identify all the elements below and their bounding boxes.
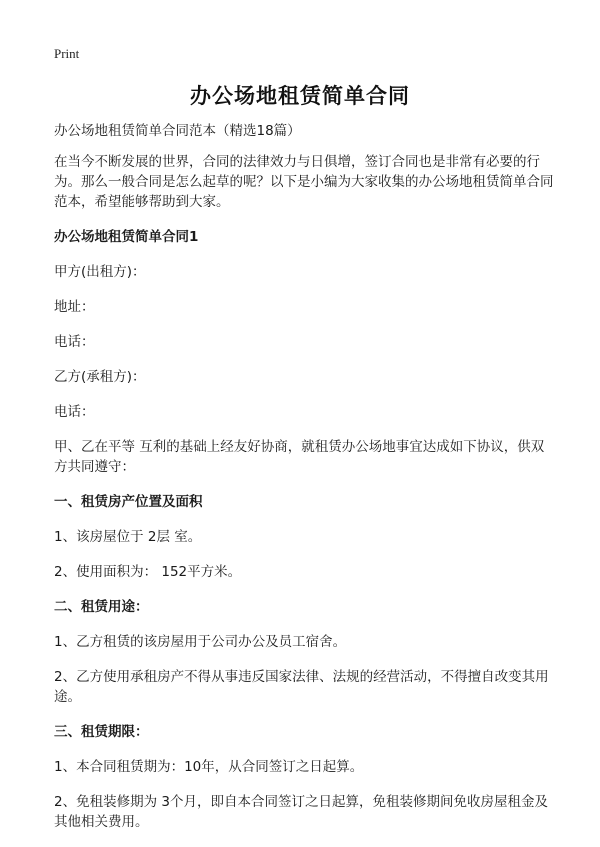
phone-a-field: 电话： <box>54 334 95 350</box>
section-1-item-2: 2、使用面积为： 152平方米。 <box>54 564 242 580</box>
party-b-field: 乙方(承租方)： <box>54 369 146 385</box>
phone-b-field: 电话： <box>54 404 95 420</box>
print-label[interactable]: Print <box>54 46 80 61</box>
agreement-paragraph: 甲、乙在平等 互利的基础上经友好协商，就租赁办公场地事宜达成如下协议，供双方共同遵守： <box>54 439 545 475</box>
document-title: 办公场地租赁简单合同 <box>190 84 410 108</box>
section-1-item-1: 1、该房屋位于 2层 室。 <box>54 529 202 545</box>
section-1-heading: 一、租赁房产位置及面积 <box>54 494 203 510</box>
section-2-heading: 二、租赁用途： <box>54 599 149 615</box>
contract-heading: 办公场地租赁简单合同1 <box>54 229 199 245</box>
section-2-item-1: 1、乙方租赁的该房屋用于公司办公及员工宿舍。 <box>54 634 347 650</box>
section-3-item-1: 1、本合同租赁期为：10年，从合同签订之日起算。 <box>54 759 364 775</box>
section-3-item-2: 2、免租装修期为 3个月，即自本合同签订之日起算，免租装修期间免收房屋租金及其他相关费用。 <box>54 794 548 830</box>
section-2-item-2: 2、乙方使用承租房产不得从事违反国家法律、法规的经营活动，不得擅自改变其用途。 <box>54 669 549 705</box>
intro-paragraph: 在当今不断发展的世界，合同的法律效力与日俱增，签订合同也是非常有必要的行为。那么一般合同是怎么起草的呢？以下是小编为大家收集的办公场地租赁简单合同范本，希望能够帮助到大家。 <box>54 154 554 210</box>
document-body <box>54 121 554 847</box>
section-3-heading: 三、租赁期限： <box>54 724 149 740</box>
party-a-field: 甲方(出租方)： <box>54 264 146 280</box>
document-subtitle: 办公场地租赁简单合同范本（精选18篇） <box>54 123 301 139</box>
address-field: 地址： <box>54 299 95 315</box>
